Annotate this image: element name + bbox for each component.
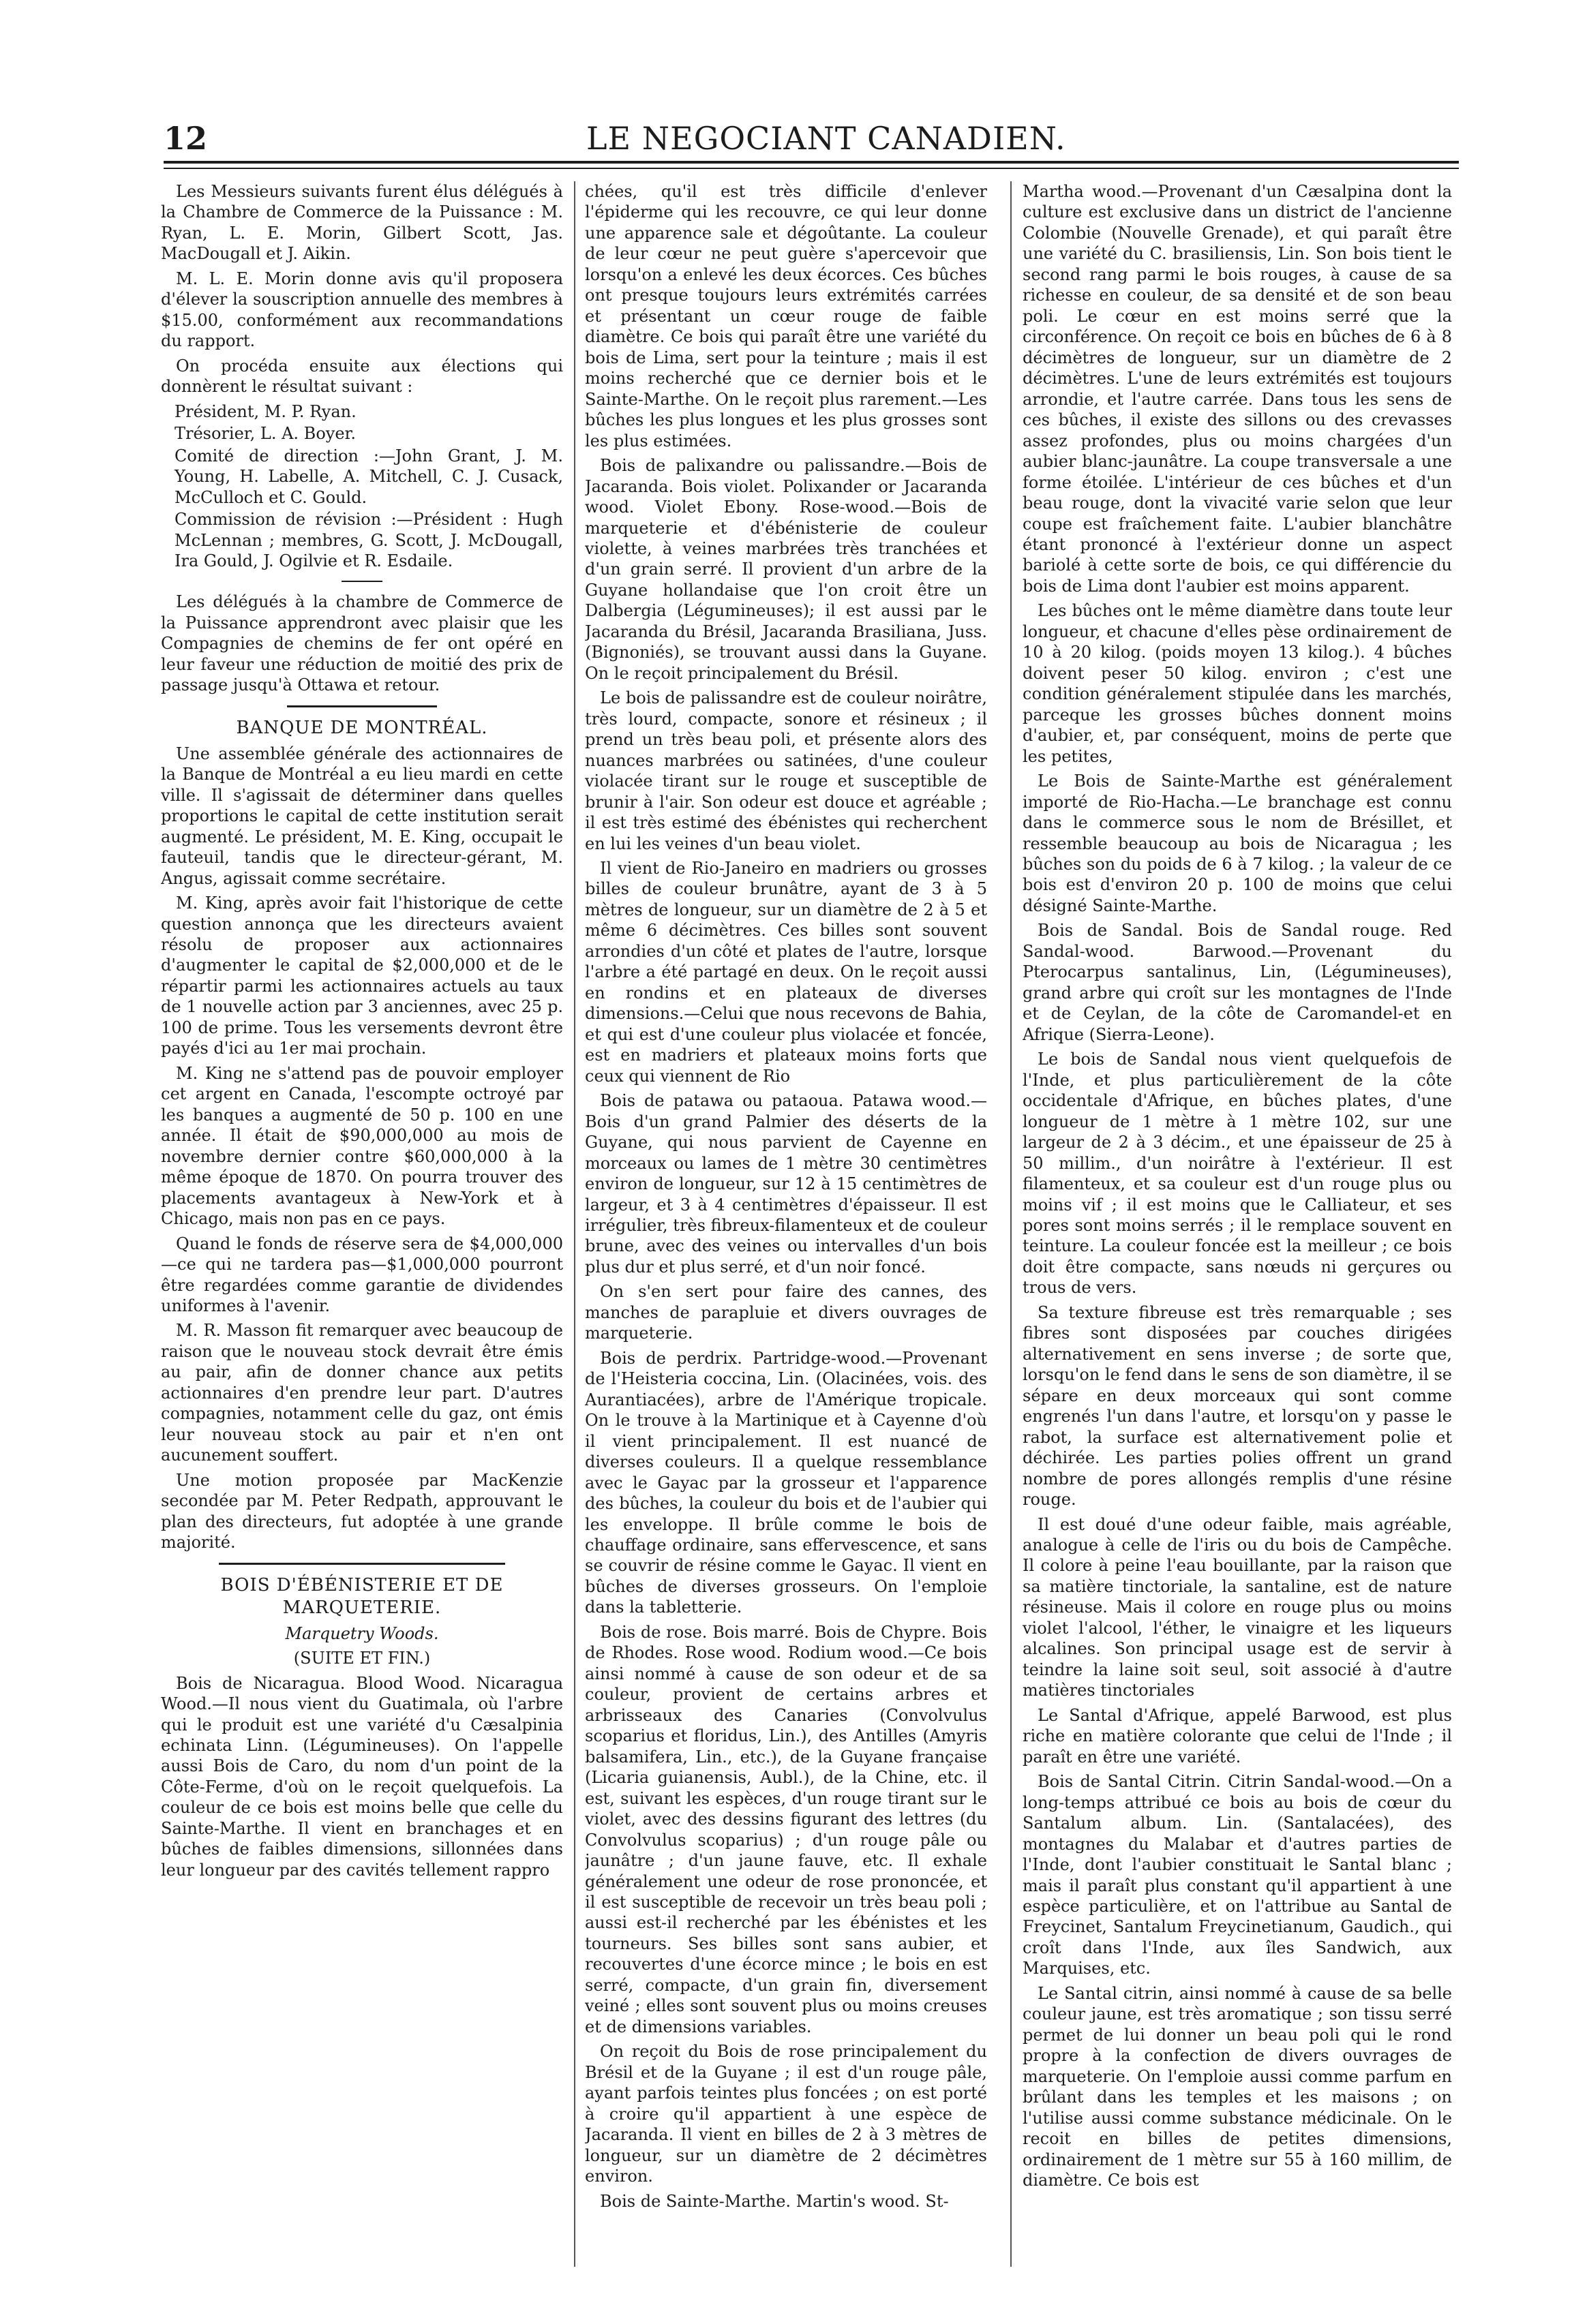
paragraph: Le Santal d'Afrique, appelé Barwood, est plus riche en matière colorante que celui de l'Inde ; il paraît en être une variété. [1023, 1705, 1452, 1767]
paragraph: On procéda ensuite aux élections qui donnèrent le résultat suivant : [161, 356, 563, 397]
paragraph: Bois de perdrix. Partridge-wood.—Provenant de l'Heisteria coccina, Lin. (Olacinées, vois. des Aurantiacées), arbre de l'Amérique tropicale. On le trouve à la Martinique et à Cayenne d'où il vient principalement. Il est nuancé de diverses couleurs. Il a quelque ressemblance avec le Gayac par la grosseur et l'apparence des bûches, la couleur du bois et de l'aubier qui les enveloppe. Il brûle comme le bois de chauffage ordinaire, sans effervescence, et sans se couvrir de résine comme le Gayac. Il vient en bûches de diverses grosseurs. On l'emploie dans la tabletterie. [585, 1348, 987, 1617]
paragraph: Bois de Sainte-Marthe. Martin's wood. St- [600, 2191, 949, 2211]
list-item: Président, M. P. Ryan. [175, 401, 357, 421]
paragraph: On s'en sert pour faire des cannes, des manches de parapluie et divers ouvrages de marqueterie. [585, 1282, 987, 1343]
paragraph: Le bois de Sandal nous vient quelquefois de l'Inde, et plus particulièrement de la côte occidentale d'Afrique, en bûches plates, d'une longueur de 1 mètre à 1 mètre 102, sur une largeur de 2 à 3 décim., et une épaisseur de 25 à 50 millim., d'un noirâtre à l'extérieur. Il est filamenteux, et sa couleur est d'un rouge plus ou moins vif ; il est moins que le Calliateur, et ses pores sont moins serrés ; il le remplace souvent en teinture. La couleur foncée est la meilleur ; ce bois doit être compacte, sans nœuds ni gerçures ou trous de vers. [1023, 1050, 1452, 1298]
paragraph: Le Bois de Sainte-Marthe est généralement importé de Rio-Hacha.—Le branchage est connu dans le commerce sous le nom de Brésillet, et ressemble beaucoup au bois de Nicaragua ; les bûches son du poids de 6 à 7 kilog. ; la valeur de ce bois est d'environ 20 p. 100 de moins que celui désigné Sainte-Marthe. [1023, 771, 1452, 915]
section-subtitle: Marquetry Woods. [285, 1623, 439, 1643]
column-divider [1010, 181, 1012, 2267]
paragraph: Il est doué d'une odeur faible, mais agréable, analogue à celle de l'iris ou du bois de Campêche. Il colore à peine l'eau bouillante, par la raison que sa matière tinctoriale, la santaline, est de nature résineuse. Mais il colore en rouge plus ou moins violet l'alcool, l'éther, le vinaigre et les liqueurs alcalines. Son principal usage est de servir à teindre la laine soit seul, soit associé à d'autre matières tinctoriales [1023, 1514, 1452, 1700]
column-1 [161, 181, 563, 2267]
paragraph: Sa texture fibreuse est très remarquable ; ses fibres sont disposées par couches dirigées alternativement en sens inverse ; de sorte que, lorsqu'on le fend dans le sens de son diamètre, il se sépare en deux morceaux qui sont comme engrenés l'un dans l'autre, et lorsqu'on y passe le rabot, la surface est alternativement polie et déchirée. Les parties polies offrent un grand nombre de pores allongés remplis d'une résine rouge. [1023, 1302, 1452, 1510]
column-3 [1023, 181, 1452, 2267]
paragraph: Quand le fonds de réserve sera de $4,000,000 —ce qui ne tardera pas—$1,000,000 pourront être regardées comme garantie de dividendes uniformes à l'avenir. [161, 1234, 563, 1315]
paragraph: On reçoit du Bois de rose principalement du Brésil et de la Guyane ; il est d'un rouge pâle, ayant parfois teintes plus foncées ; on est porté à croire qu'il appartient à une espèce de Jacaranda. Il vient en billes de 2 à 3 mètres de longueur, sur un diamètre de 2 décimètres environ. [585, 2042, 987, 2186]
paragraph: M. King ne s'attend pas de pouvoir employer cet argent en Canada, l'escompte octroyé par les banques a augmenté de 50 p. 100 en une année. Il était de $90,000,000 au mois de novembre dernier contre $60,000,000 à la même époque de 1870. On pourra trouver des placements avantageux à New-York et à Chicago, mais non pas en ce pays. [161, 1063, 563, 1229]
list-item: Comité de direction :—John Grant, J. M. Young, H. Labelle, A. Mitchell, C. J. Cusack, McCulloch et C. Gould. [175, 446, 563, 507]
list-item: Commission de révision :—Président : Hugh McLennan ; membres, G. Scott, J. McDougall, Ira Gould, J. Ogilvie et R. Esdaile. [175, 510, 563, 570]
separator [342, 581, 382, 582]
paragraph: Les délégués à la chambre de Commerce de la Puissance apprendront avec plaisir que les Compagnies de chemins de fer ont opéré en leur faveur une réduction de moitié des prix de passage jusqu'à Ottawa et retour. [161, 592, 563, 695]
header-rule-thin [164, 168, 1459, 169]
paragraph: M. L. E. Morin donne avis qu'il proposera d'élever la souscription annuelle des membres à $15.00, conformément aux recommandations du rapport. [161, 269, 563, 351]
section-heading-bois: BOIS D'ÉBÉNISTERIE ET DE MARQUETERIE. [220, 1574, 504, 1618]
paragraph: Le Santal citrin, ainsi nommé à cause de sa belle couleur jaune, est très aromatique ; son tissu serré permet de lui donner un beau poli qui le rond propre à la confection de divers ouvrages de marqueterie. On l'emploie aussi comme parfum en brûlant dans les temples et les maisons ; on l'utilise aussi comme substance médicinale. On le recoit en billes de petites dimensions, ordinairement de 1 mètre sur 55 à 160 millim, de diamètre. Ce bois est [1023, 1983, 1452, 2190]
paragraph: Bois de palixandre ou palissandre.—Bois de Jacaranda. Bois violet. Polixander or Jacaranda wood. Violet Ebony. Rose-wood.—Bois de marqueterie et d'ébénisterie de couleur violette, à veines marbrées très tranchées et d'un grain serré. Il provient d'un arbre de la Guyane hollandaise que l'on croit être un Dalbergia (Légumineuses); il est aussi par le Jacaranda du Brésil, Jacaranda Brasiliana, Juss. (Bignoniés), se trouvant aussi dans la Guyane. On le reçoit principalement du Brésil. [585, 456, 987, 683]
paragraph: Il vient de Rio-Janeiro en madriers ou grosses billes de couleur brunâtre, ayant de 3 à 5 mètres de longueur, sur un diamètre de 2 à 5 et même 6 décimètres. Ces billes sont souvent arrondies d'un côté et plates de l'autre, lorsque l'arbre a été partagé en deux. On le reçoit aussi en rondins et en plateaux de diverses dimensions.—Celui que nous recevons de Bahia, et qui est d'une couleur plus violacée et foncée, est en madriers et plateaux moins forts que ceux qui viennent de Rio [585, 859, 987, 1086]
paragraph: Bois de Santal Citrin. Citrin Sandal-wood.—On a long-temps attribué ce bois au bois de cœur du Santalum album. Lin. (Santalacées), des montagnes du Malabar et d'autres parties de l'Inde, dont l'aubier constituait le Santal blanc ; mais il paraît plus constant qu'il appartient à une espèce particulière, et on l'attribue au Santal de Freycinet, Santalum Freycinetianum, Gaudich., qui croît dans l'Inde, aux îles Sandwich, aux Marquises, etc. [1023, 1772, 1452, 1978]
paragraph: Les bûches ont le même diamètre dans toute leur longueur, et chacune d'elles pèse ordinairement de 10 à 20 kilog. (poids moyen 13 kilog.). 4 bûches doivent peser 50 kilog. environ ; c'est une condition généralement stipulée dans les marchés, parceque les grosses bûches donnent moins d'aubier, et, par conséquent, moins de perte que les petites, [1023, 601, 1452, 766]
paragraph: Bois de Nicaragua. Blood Wood. Nicaragua Wood.—Il nous vient du Guatimala, où l'arbre qui le produit est une variété d'u Cæsalpinia echinata Linn. (Légumineuses). On l'appelle aussi Bois de Caro, du nom d'un point de la Côte-Ferme, d'où on le reçoit quelquefois. La couleur de ce bois est moins belle que celle du Sainte-Marthe. Il vient en branchages et en bûches de faibles dimensions, sillonnées dans leur longueur par des cavités tellement rappro [161, 1673, 563, 1880]
list-item: Trésorier, L. A. Boyer. [175, 424, 356, 444]
section-heading-banque: BANQUE DE MONTRÉAL. [236, 717, 488, 738]
continuation-note: (SUITE ET FIN.) [293, 1649, 431, 1668]
paragraph: Une motion proposée par MacKenzie secondée par M. Peter Redpath, approuvant le plan des directeurs, fut adoptée à une grande majorité. [161, 1470, 563, 1553]
separator [219, 1563, 505, 1565]
separator [287, 705, 437, 707]
paragraph: Martha wood.—Provenant d'un Cæsalpina dont la culture est exclusive dans un district de l'ancienne Colombie (Nouvelle Grenade), et qui paraît être une variété du C. brasiliensis, Lin. Son bois tient le second rang parmi le bois rouges, à cause de sa richesse en couleur, de sa densité et de son beau poli. Le cœur en est moins serré que la circonférence. On reçoit ce bois en bûches de 6 à 8 décimètres de longueur, sur un diamètre de 2 décimètres. L'une de leurs extrémités est toujours arrondie, et l'autre carrée. Dans tous les sens de ces bûches, il existe des sillons ou des crevasses assez profondes, plus ou moins chargées d'un aubier blanc-jaunâtre. La coupe transversale a une forme étoilée. L'intérieur de ces bûches et d'un beau rouge, dont la vivacité varie selon que leur coupe est fraîchement faite. L'aubier blanchâtre étant prononcé à l'extérieur donne un aspect bariolé à cette sorte de bois, ce qui différencie du bois de Lima dont l'aubier est moins apparent. [1023, 182, 1452, 596]
column-2 [585, 181, 987, 2267]
page-number: 12 [164, 120, 208, 157]
column-divider [574, 181, 575, 2267]
paragraph: Bois de Sandal. Bois de Sandal rouge. Red Sandal-wood. Barwood.—Provenant du Pterocarpus santalinus, Lin, (Légumineuses), grand arbre qui croît sur les montagnes de l'Inde et de Ceylan, de la côte de Caromandel-et en Afrique (Sierra-Leone). [1023, 921, 1452, 1044]
paragraph: M. King, après avoir fait l'historique de cette question annonça que les directeurs avaient résolu de proposer aux actionnaires d'augmenter le capital de $2,000,000 et de le répartir parmi les actionnaires actuels au taux de 1 nouvelle action par 3 anciennes, avec 25 p. 100 de prime. Tous les versements devront être payés d'ici au 1er mai prochain. [161, 893, 563, 1058]
paragraph: Les Messieurs suivants furent élus délégués à la Chambre de Commerce de la Puissance : M. Ryan, L. E. Morin, Gilbert Scott, Jas. MacDougall et J. Aikin. [161, 182, 563, 264]
paragraph: M. R. Masson fit remarquer avec beaucoup de raison que le nouveau stock devrait être émis au pair, afin de donner chance aux petits actionnaires d'en prendre leur part. D'autres compagnies, notamment celle du gaz, ont émis leur nouveau stock au pair et n'en ont aucunement souffert. [161, 1321, 563, 1465]
paragraph: Bois de patawa ou pataoua. Patawa wood.—Bois d'un grand Palmier des déserts de la Guyane, qui nous parvient de Cayenne en morceaux ou lames de 1 mètre 30 centimètres environ de longueur, sur 12 à 15 centimètres de largeur, et 3 à 4 centimètres d'épaisseur. Il est irrégulier, très fibreux-filamenteux et de couleur brune, avec des veines ou intervalles d'un bois plus dur et plus serré, et d'un noir foncé. [585, 1091, 987, 1276]
paragraph: Le bois de palissandre est de couleur noirâtre, très lourd, compacte, sonore et résineux ; il prend un très beau poli, et présente alors des nuances marbrées ou satinées, d'une couleur violacée tirant sur le rouge et susceptible de brunir à l'air. Son odeur est douce et agréable ; il est très estimé des ébénistes qui recherchent en lui les veines d'un beau violet. [585, 688, 987, 853]
header-rule [164, 161, 1459, 164]
paragraph: Une assemblée générale des actionnaires de la Banque de Montréal a eu lieu mardi en cette ville. Il s'agissait de déterminer dans quelles proportions le capital de cette institution serait augmenté. Le président, M. E. King, occupait le fauteuil, tandis que le directeur-gérant, M. Angus, agissait comme secrétaire. [161, 744, 563, 888]
paragraph: chées, qu'il est très difficile d'enlever l'épiderme qui les recouvre, ce qui leur donne une apparence sale et dégoûtante. La couleur de leur cœur ne peut guère s'apercevoir que lorsqu'on a enlevé les deux écorces. Ces bûches ont presque toujours leurs extrémités carrées et présentant un cœur rouge de faible diamètre. Ce bois qui paraît être une variété du bois de Lima, sert pour la teinture ; mais il est moins recherché que ce dernier bois et le Sainte-Marthe. On le reçoit plus rarement.—Les bûches les plus longues et les plus grosses sont les plus estimées. [585, 182, 987, 450]
newspaper-title: LE NEGOCIANT CANADIEN. [586, 120, 1066, 157]
paragraph: Bois de rose. Bois marré. Bois de Chypre. Bois de Rhodes. Rose wood. Rodium wood.—Ce bois ainsi nommé à cause de son odeur et de sa couleur, provient de certains arbres et arbrisseaux des Canaries (Convolvulus scoparius et floridus, Lin.), des Antilles (Amyris balsamifera, Lin., etc.), de la Guyane française (Licaria guianensis, Aubl.), de la Chine, etc. il est, suivant les espèces, d'un rouge tirant sur le violet, avec des dessins figurant des lettres (du Convolvulus scoparius) ; d'un rouge pâle ou jaunâtre ; d'un jaune fauve, etc. Il exhale généralement une odeur de rose prononcée, et il est susceptible de recevoir un très beau poli ; aussi est-il recherché par les ébénistes et les tourneurs. Ses billes sont sans aubier, et recouvertes d'une écorce mince ; le bois en est serré, compacte, d'un grain fin, diversement veiné ; elles sont souvent plus ou moins creuses et de dimensions variables. [585, 1622, 987, 2036]
